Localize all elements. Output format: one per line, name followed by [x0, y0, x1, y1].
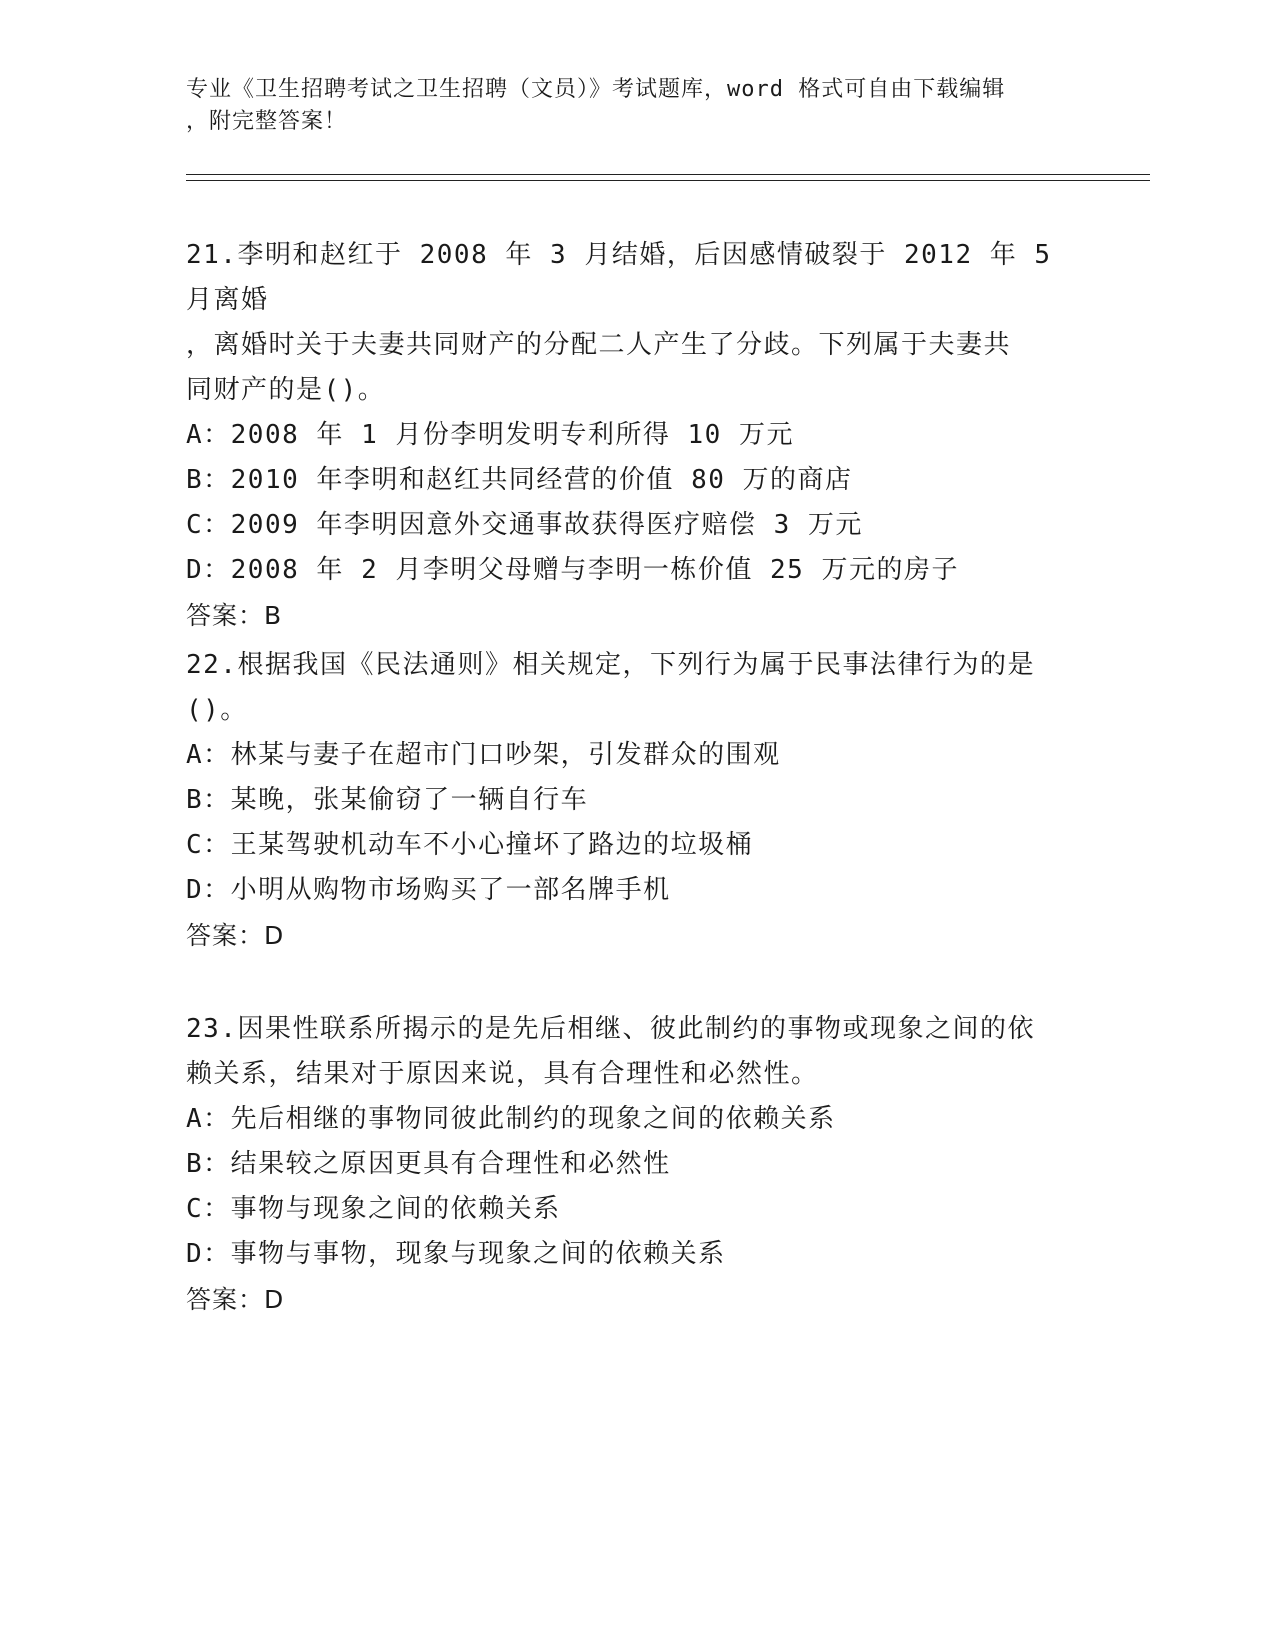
question-stem-line: ，离婚时关于夫妻共同财产的分配二人产生了分歧。下列属于夫妻共 — [186, 330, 1012, 360]
question-stem-line: 同财产的是()。 — [186, 375, 386, 405]
option-a: A：2008 年 1 月份李明发明专利所得 10 万元 — [186, 420, 794, 450]
question-22 — [186, 643, 1086, 958]
option-b: B：某晚，张某偷窃了一辆自行车 — [186, 785, 589, 815]
option-d: D：2008 年 2 月李明父母赠与李明一栋价值 25 万元的房子 — [186, 555, 959, 585]
question-stem-line: 23.因果性联系所揭示的是先后相继、彼此制约的事物或现象之间的依 — [186, 1014, 1035, 1044]
header-divider-bottom — [186, 180, 1150, 181]
option-b: B：2010 年李明和赵红共同经营的价值 80 万的商店 — [186, 465, 853, 495]
answer-label: 答案：D — [186, 921, 285, 950]
option-d: D：事物与事物，现象与现象之间的依赖关系 — [186, 1239, 726, 1269]
question-23 — [186, 1007, 1086, 1322]
answer-label: 答案：B — [186, 601, 283, 630]
option-c: C：王某驾驶机动车不小心撞坏了路边的垃圾桶 — [186, 830, 754, 860]
document-header — [186, 74, 1086, 138]
question-21 — [186, 233, 1086, 638]
option-b: B：结果较之原因更具有合理性和必然性 — [186, 1149, 671, 1179]
question-stem-line: ()。 — [186, 695, 248, 725]
option-a: A：先后相继的事物同彼此制约的现象之间的依赖关系 — [186, 1104, 836, 1134]
option-c: C：事物与现象之间的依赖关系 — [186, 1194, 561, 1224]
option-a: A：林某与妻子在超市门口吵架，引发群众的围观 — [186, 740, 781, 770]
header-line-2: ，附完整答案！ — [186, 109, 348, 134]
header-divider-top — [186, 174, 1150, 175]
option-c: C：2009 年李明因意外交通事故获得医疗赔偿 3 万元 — [186, 510, 863, 540]
answer-label: 答案：D — [186, 1285, 285, 1314]
option-d: D：小明从购物市场购买了一部名牌手机 — [186, 875, 671, 905]
question-stem-line: 22.根据我国《民法通则》相关规定，下列行为属于民事法律行为的是 — [186, 650, 1035, 680]
header-line-1: 专业《卫生招聘考试之卫生招聘（文员）》考试题库，word 格式可自由下载编辑 — [186, 77, 1006, 102]
question-stem-line: 21.李明和赵红于 2008 年 3 月结婚，后因感情破裂于 2012 年 5 月离婚 — [186, 240, 1052, 315]
question-stem-line: 赖关系，结果对于原因来说，具有合理性和必然性。 — [186, 1059, 819, 1089]
